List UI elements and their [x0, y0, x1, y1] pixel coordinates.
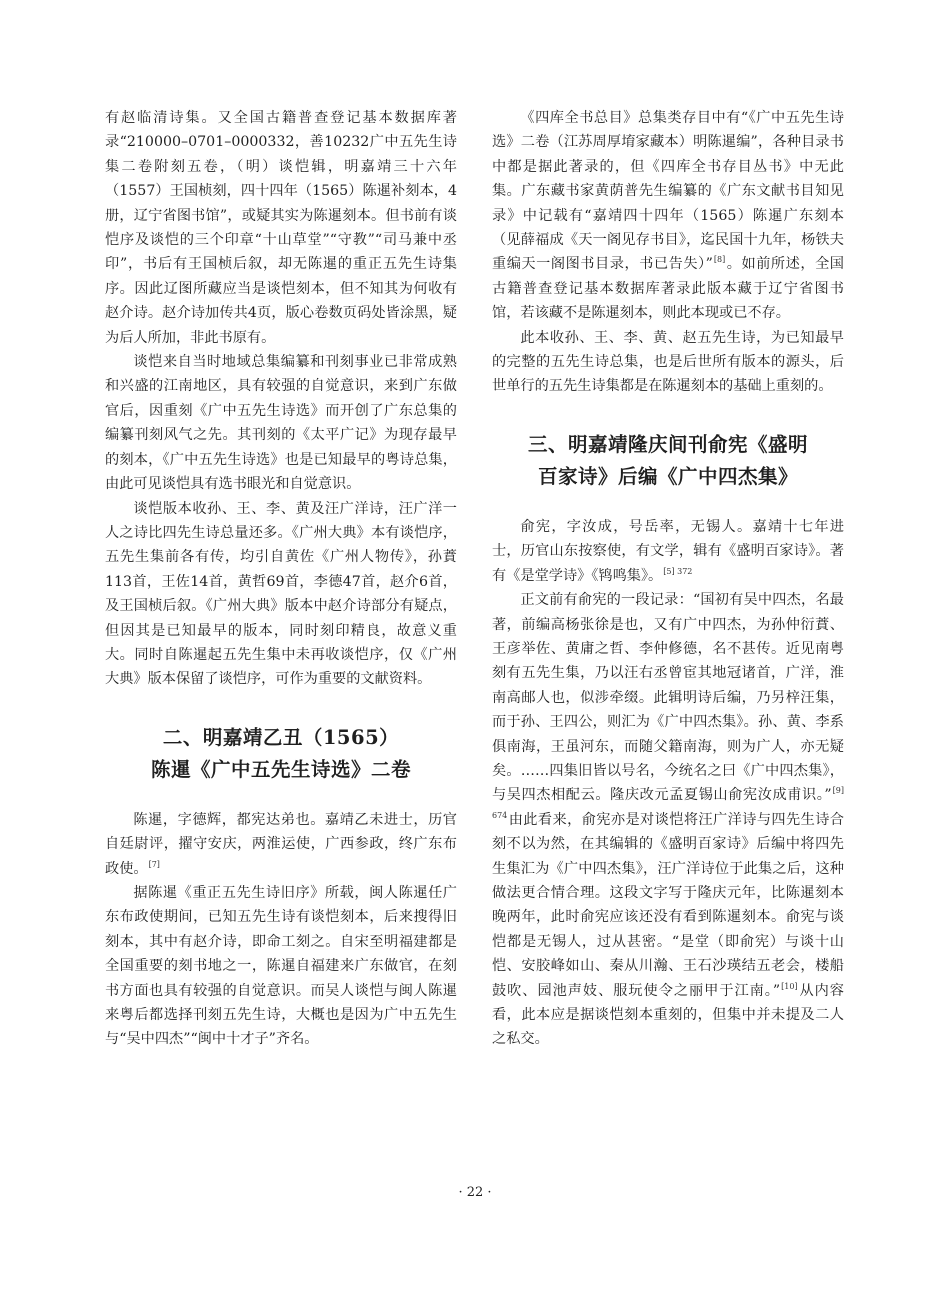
left-paragraph-4 — [105, 808, 457, 881]
section-heading-3-line-2: 百家诗》后编《广中四杰集》 — [537, 464, 798, 488]
right-paragraph-1-text-b: 。如前所述，全国古籍普查登记基本数据库著录此版本藏于辽宁省图书馆，若该藏不是陈暹刻本，则此本现或已不存。 — [492, 256, 844, 322]
right-paragraph-4 — [492, 588, 844, 1052]
right-paragraph-4-text-b: 由此看来，俞宪亦是对谈恺将汪广洋诗与四先生诗合刻不以为然，在其编辑的《盛明百家诗》后编中将四先生集汇为《广中四杰集》，汪广洋诗位于此集之后，这种做法更合情合理。这段文字写于隆庆元年，比陈暹刻本晚两年，此时俞宪应该还没有看到陈暹刻本。俞宪与谈恺都是无锡人，过从甚密。“是堂（即俞宪）与谈十山恺、安胶峰如山、秦从川瀚、王石沙瑛结五老会，楼船鼓吹、园池声妓、服玩使令之丽甲于江南。” — [492, 811, 844, 999]
right-paragraph-1-text-a: 《四库全书总目》总集类存目中有“《广中五先生诗选》二卷（江苏周厚堉家藏本）明陈暹编”，各种目录书中都是据此著录的，但《四库全书存目丛书》中无此集。广东藏书家黄荫普先生编纂的《广东文献书目知见录》中记载有“嘉靖四十四年（1565）陈暹广东刻本（见薛福成《天一阁见存书目》，迄民国十九年，杨铁夫重编天一阁图书目录，书已告失）” — [492, 110, 844, 273]
citation-ref-7: [7] — [148, 859, 160, 869]
left-paragraph-4-text: 陈暹，字德辉，都宪达弟也。嘉靖乙未进士，历官自廷尉评，擢守安庆，两淮运使，广西参政，终广东布政使。 — [105, 811, 457, 877]
right-column — [492, 106, 844, 1052]
page-number: · 22 · — [458, 1185, 492, 1200]
right-paragraph-3 — [492, 515, 844, 588]
citation-ref-5: [5] 372 — [663, 566, 693, 576]
left-paragraph-2: 谈恺来自当时地域总集编纂和刊刻事业已非常成熟和兴盛的江南地区，具有较强的自觉意识，来到广东做官后，因重刻《广中五先生诗选》而开创了广东总集的编纂刊刻风气之先。其刊刻的《太平广记》为现存最早的刻本，《广中五先生诗选》也是已知最早的粤诗总集，由此可见谈恺具有选书眼光和自觉意识。 — [105, 354, 457, 493]
left-paragraph-5: 据陈暹《重正五先生诗旧序》所载，闽人陈暹任广东布政使期间，已知五先生诗有谈恺刻本，后来搜得旧刻本，其中有赵介诗，即命工刻之。自宋至明福建都是全国重要的刻书地之一，陈暹自福建来广东做官，在刻书方面也具有较强的自觉意识。而吴人谈恺与闽人陈暹来粤后都选择刊刻五先生诗，大概也是因为广中五先生与“吴中四杰”“闽中十才子”齐名。 — [105, 884, 457, 1048]
section-heading-3 — [492, 429, 844, 493]
right-paragraph-4-text-c: 从内容看，此本应是据谈恺刻本重刻的，但集中并未提及二人之私交。 — [492, 982, 844, 1048]
section-heading-2 — [105, 722, 457, 786]
right-paragraph-2: 此本收孙、王、李、黄、赵五先生诗，为已知最早的完整的五先生诗总集，也是后世所有版本的源头，后世单行的五先生诗集都是在陈暹刻本的基础上重刻的。 — [492, 329, 844, 395]
citation-ref-9: [9] 674 — [492, 786, 844, 820]
citation-ref-10: [10] — [781, 981, 798, 991]
right-paragraph-1 — [492, 106, 844, 326]
right-paragraph-4-text-a: 正文前有俞宪的一段记录：“国初有吴中四杰，名最著，前编高杨张徐是也，又有广中四杰，为孙仲衍蕡、王彦举佐、黄庸之哲、李仲修德，名不甚传。近见南粤刻有五先生集，乃以汪右丞曾宦其地冠诸首，广洋，淮南高邮人也，似涉牵缀。此辑明诗后编，乃另梓汪集，而于孙、王四公，则汇为《广中四杰集》。孙、黄、李系俱南海，王虽河东，而随父籍南海，则为广人，亦无疑矣。……四集旧皆以号名，今统名之曰《广中四杰集》，与吴四杰相配云。隆庆改元孟夏锡山俞宪汝成甫识。” — [492, 592, 844, 804]
left-paragraph-3: 谈恺版本收孙、王、李、黄及汪广洋诗，汪广洋一人之诗比四先生诗总量还多。《广州大典》本有谈恺序，五先生集前各有传，均引自黄佐《广州人物传》，孙蕡113首，王佐14首，黄哲69首，李德47首，赵介6首，及王国桢后叙。《广州大典》版本中赵介诗部分有疑点，但因其是已知最早的版本，同时刻印精良，故意义重大。同时自陈暹起五先生集中未再收谈恺序，仅《广州大典》版本保留了谈恺序，可作为重要的文献资料。 — [105, 500, 457, 688]
section-heading-3-line-1: 三、明嘉靖隆庆间刊俞宪《盛明 — [527, 432, 808, 456]
right-paragraph-3-text: 俞宪，字汝成，号岳率，无锡人。嘉靖十七年进士，历官山东按察使，有文学，辑有《盛明百家诗》。著有《是堂学诗》《鸨鸣集》。 — [492, 518, 844, 584]
left-column — [105, 106, 457, 1052]
section-heading-2-line-1: 二、明嘉靖乙丑（1565） — [162, 725, 400, 749]
left-paragraph-1: 有赵临清诗集。又全国古籍普查登记基本数据库著录“210000–0701–0000332，善10232广中五先生诗集二卷附刻五卷，（明）谈恺辑，明嘉靖三十六年（1557）王国桢刻，四十四年（1565）陈暹补刻本，4册，辽宁省图书馆”，或疑其实为陈暹刻本。但书前有谈恺序及谈恺的三个印章“十山草堂”“守教”“司马兼中丞印”，书后有王国桢后叙，却无陈暹的重正五先生诗集序。因此辽图所藏应当是谈恺刻本，但不知其为何收有赵介诗。赵介诗加传共4页，版心卷数页码处皆涂黑，疑为后人所加，非此书原有。 — [105, 110, 457, 346]
citation-ref-8: [8] — [713, 255, 726, 265]
section-heading-2-line-2: 陈暹《广中五先生诗选》二卷 — [150, 757, 411, 781]
